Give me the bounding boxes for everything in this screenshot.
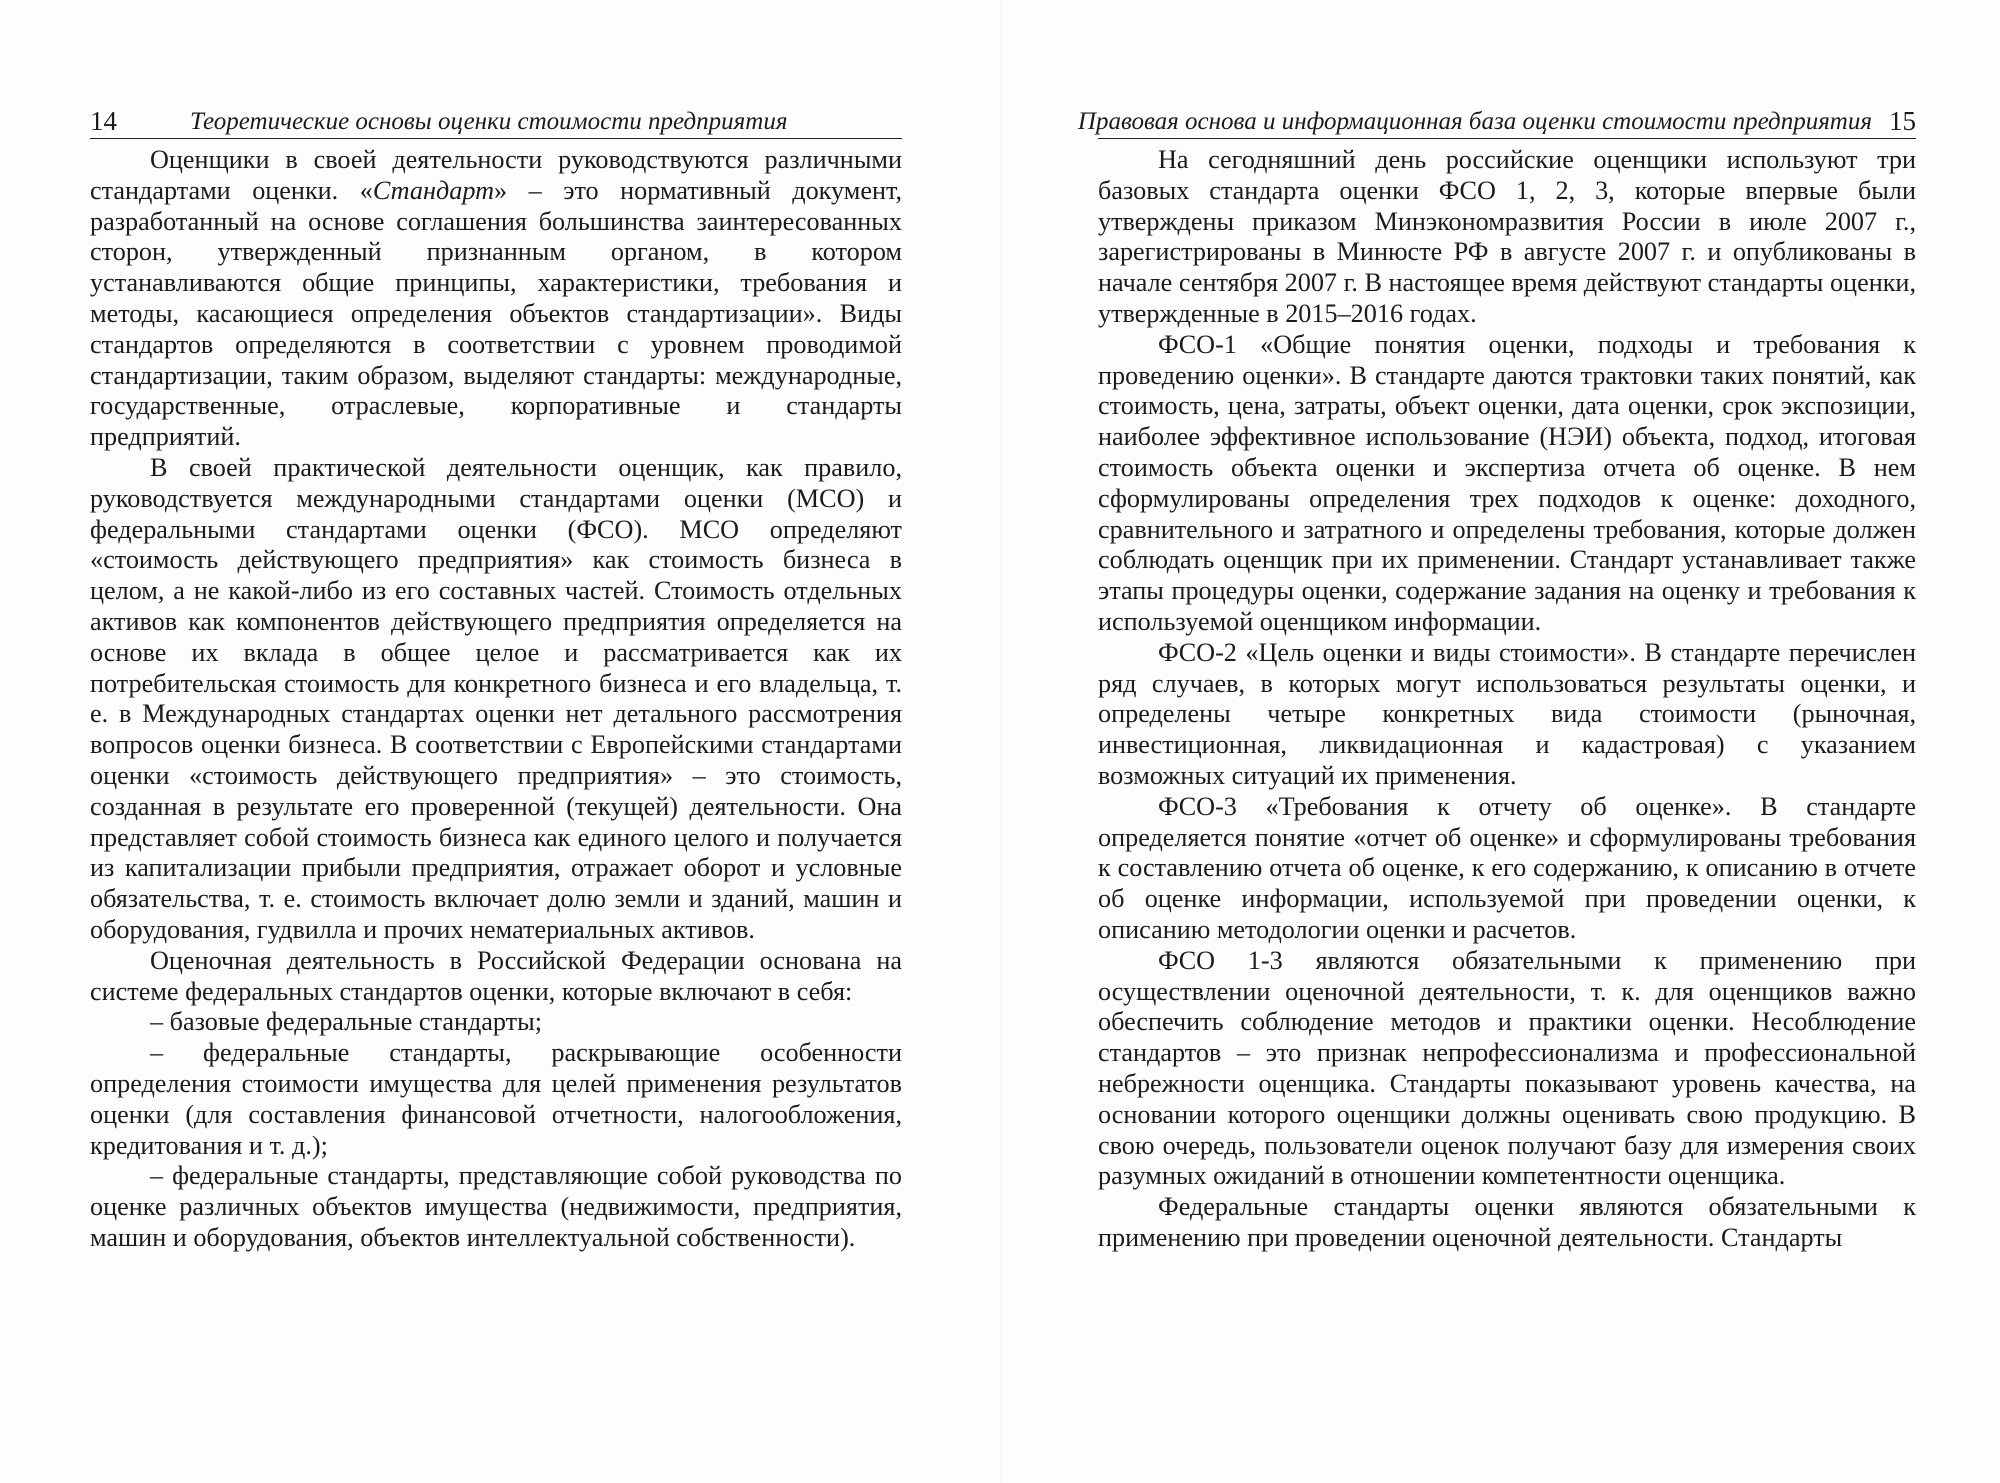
left-page-body (90, 145, 902, 1254)
paragraph: Оценщики в своей деятельности руководствуются различными стандартами оценки. «Стандарт» – это нормативный документ, разработанный на основе соглашения большинства заинтересованных сторон, утвержденный признанным органом, в котором устанавливаются общие принципы, характеристики, требования и методы, касающиеся определения объектов стандартизации». Виды стандартов определяются в соответствии с уровнем проводимой стандартизации, таким образом, выделяют стандарты: международные, государственные, отраслевые, корпоративные и стандарты предприятий. (90, 145, 902, 452)
right-page-body (1098, 145, 1916, 1254)
italic-term: Стандарт (372, 175, 494, 205)
left-page-number: 14 (90, 106, 117, 136)
list-item: – федеральные стандарты, представляющие собой руководства по оценке различных объектов имущества (недвижимости, предприятия, машин и оборудования, объектов интеллектуальной собственности). (90, 1161, 902, 1252)
left-running-title: Теоретические основы оценки стоимости предприятия (190, 108, 788, 135)
right-running-title: Правовая основа и информационная база оценки стоимости предприятия (1077, 108, 1872, 135)
left-running-head (90, 106, 902, 139)
paragraph: ФСО 1-3 являются обязательными к применению при осуществлении оценочной деятельности, т. к. для оценщиков важно обеспечить соблюдение методов и практики оценки. Несоблюдение стандартов – это признак непрофессионализма и профессиональной небрежности оценщика. Стандарты показывают уровень качества, на основании которого оценщики должны оценивать свою продукцию. В свою очередь, пользователи оценок получают базу для измерения своих разумных ожиданий в отношении компетентности оценщика. (1098, 945, 1916, 1191)
book-gutter (1000, 0, 1002, 1483)
paragraph: Федеральные стандарты оценки являются обязательными к применению при проведении оценочной деятельности. Стандарты (1098, 1192, 1916, 1252)
paragraph: ФСО-2 «Цель оценки и виды стоимости». В стандарте перечислен ряд случаев, в которых могут использоваться результаты оценки, и определены четыре конкретных вида стоимости (рыночная, инвестиционная, ликвидационная и кадастровая) с указанием возможных ситуаций их применения. (1098, 637, 1916, 790)
right-running-head (1077, 106, 1916, 139)
right-page-number: 15 (1889, 106, 1916, 136)
list-item: – федеральные стандарты, раскрывающие особенности определения стоимости имущества для целей применения результатов оценки (для составления финансовой отчетности, налогообложения, кредитования и т. д.); (90, 1038, 902, 1160)
left-page (90, 106, 902, 1254)
list-item: – базовые федеральные стандарты; (150, 1007, 542, 1037)
paragraph: ФСО-3 «Требования к отчету об оценке». В стандарте определяется понятие «отчет об оценке» и сформулированы требования к составлению отчета об оценке, к его содержанию, к описанию в отчете об оценке информации, используемой при проведении оценки, к описанию методологии оценки и расчетов. (1098, 791, 1916, 944)
right-page (1077, 106, 1916, 1254)
paragraph: ФСО-1 «Общие понятия оценки, подходы и требования к проведению оценки». В стандарте даются трактовки таких понятий, как стоимость, цена, затраты, объект оценки, дата оценки, срок экспозиции, наиболее эффективное использование (НЭИ) объекта, подход, итоговая стоимость объекта оценки и экспертиза отчета об оценке. В нем сформулированы определения трех подходов к оценке: доходного, сравнительного и затратного и определены требования, которые должен соблюдать оценщик при их применении. Стандарт устанавливает также этапы процедуры оценки, содержание задания на оценку и требования к используемой оценщиком информации. (1098, 329, 1916, 636)
paragraph: Оценочная деятельность в Российской Федерации основана на системе федеральных стандартов оценки, которые включают в себя: (90, 945, 902, 1006)
paragraph: В своей практической деятельности оценщик, как правило, руководствуется международными стандартами оценки (МСО) и федеральными стандартами оценки (ФСО). МСО определяют «стоимость действующего предприятия» как стоимость бизнеса в целом, а не какой-либо из его составных частей. Стоимость отдельных активов как компонентов действующего предприятия определяется на основе их вклада в общее целое и рассматривается как их потребительская стоимость для конкретного бизнеса и его владельца, т. е. в Международных стандартах оценки нет детального рассмотрения вопросов оценки бизнеса. В соответствии с Европейскими стандартами оценки «стоимость действующего предприятия» – это стоимость, созданная в результате его проверенной (текущей) деятельности. Она представляет собой стоимость бизнеса как единого целого и получается из капитализации прибыли предприятия, отражает оборот и условные обязательства, т. е. стоимость включает долю земли и зданий, машин и оборудования, гудвилла и прочих нематериальных активов. (90, 452, 902, 944)
paragraph: На сегодняшний день российские оценщики используют три базовых стандарта оценки ФСО 1, 2, 3, которые впервые были утверждены приказом Минэкономразвития России в июле 2007 г., зарегистрированы в Минюсте РФ в августе 2007 г. и опубликованы в начале сентября 2007 г. В настоящее время действуют стандарты оценки, утвержденные в 2015–2016 годах. (1098, 145, 1916, 328)
